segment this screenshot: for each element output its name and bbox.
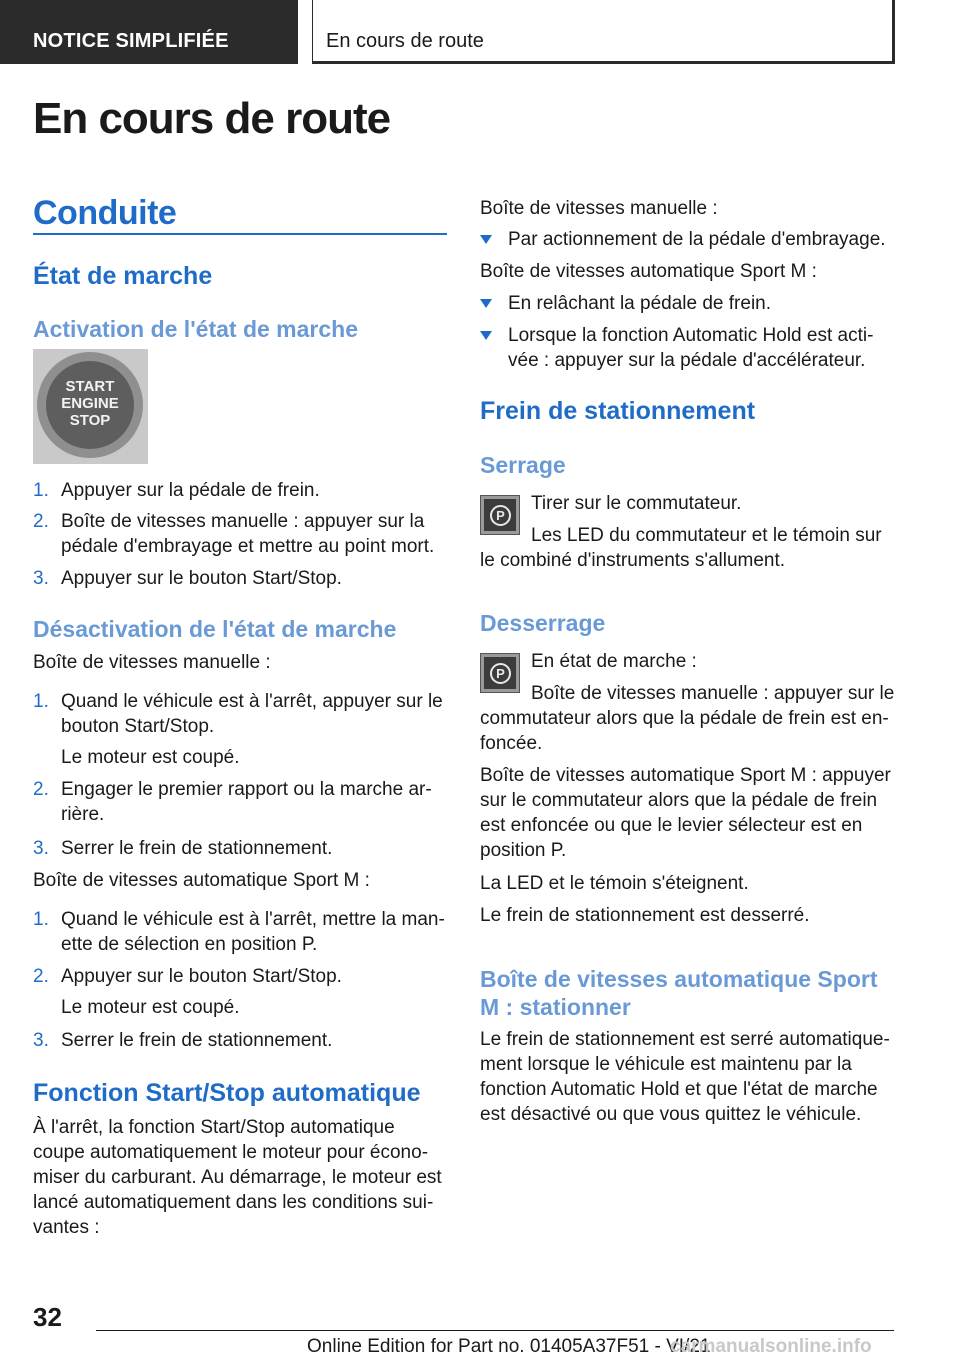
- bullet-triangle-icon: [480, 299, 492, 308]
- bullet-item: Par actionnement de la pédale d'embrayage.: [480, 227, 896, 253]
- footer-edition: Online Edition for Part no. 01405A37F51 - VI/21: [307, 1336, 711, 1357]
- desserrage-line-2: Boîte de vitesses manuelle : appuyer sur le: [531, 683, 895, 704]
- heading-serrage: Serrage: [480, 452, 566, 478]
- page-header: [0, 0, 960, 66]
- activation-steps: 1. Appuyer sur la pédale de frein. 2. Boîte de vitesses manuelle : appuyer sur la pédale d'embrayage et mettre au point mort. 3. Appuyer sur le bouton Start/Stop.: [33, 480, 435, 589]
- start-stop-paragraph: À l'arrêt, la fonction Start/Stop automatique coupe automatiquement le moteur pour écono- miser du carburant. Au démarrage, le moteur est lancé automatiquement dans les conditions sui- vantes :: [33, 1117, 442, 1238]
- page-number: 32: [33, 1302, 62, 1332]
- automatic-deactivation-steps: 1. Quand le véhicule est à l'arrêt, mettre la man- ette de sélection en position P. 2. Appuyer sur le bouton Start/Stop. Le moteur est coupé. 3. Serrer le frein de stationnement.: [33, 909, 445, 1051]
- bullet-triangle-icon: [480, 331, 492, 340]
- desserrage-paragraph-1: commutateur alors que la pédale de frein est en- foncée.: [480, 708, 889, 754]
- parking-brake-icon: P: [480, 495, 520, 535]
- heading-frein-de-stationnement: Frein de stationnement: [480, 397, 756, 425]
- desserrage-line-4: Le frein de stationnement est desserré.: [480, 905, 810, 926]
- heading-start-stop: Fonction Start/Stop automatique: [33, 1079, 421, 1107]
- heading-etat-de-marche: État de marche: [33, 262, 213, 290]
- desserrage-paragraph-2: Boîte de vitesses automatique Sport M : appuyer sur le commutateur alors que la pédale de frein est enfoncée ou que le levier sélecteur est en position P.: [480, 765, 891, 861]
- header-chapter-label: En cours de route: [312, 0, 895, 64]
- bullet-item: Lorsque la fonction Automatic Hold est acti- vée : appuyer sur la pédale d'accélérateur.: [480, 323, 896, 375]
- page-title: En cours de route: [33, 94, 391, 143]
- start-engine-stop-button-image: [33, 349, 148, 464]
- serrage-line-1: Tirer sur le commutateur.: [531, 493, 742, 514]
- start-button-icon: START ENGINE STOP: [46, 361, 134, 449]
- watermark: carmanualsonline.info: [670, 1336, 872, 1357]
- bullet-triangle-icon: [480, 235, 492, 244]
- heading-conduite: Conduite: [33, 194, 177, 232]
- parking-brake-icon: P: [480, 653, 520, 693]
- bullet-item: En relâchant la pédale de frein.: [480, 291, 896, 317]
- footer-rule: [96, 1330, 894, 1331]
- right-manual-gearbox-label: Boîte de vitesses manuelle :: [480, 198, 718, 219]
- heading-desactivation: Désactivation de l'état de marche: [33, 616, 397, 642]
- heading-activation: Activation de l'état de marche: [33, 316, 359, 342]
- heading-rule: [33, 233, 447, 235]
- serrage-line-2: Les LED du commutateur et le témoin sur: [531, 525, 882, 546]
- heading-desserrage: Desserrage: [480, 610, 606, 636]
- serrage-line-3: le combiné d'instruments s'allument.: [480, 550, 786, 571]
- heading-stationner: Boîte de vitesses automatique Sport M : stationner: [480, 966, 878, 1020]
- automatic-gearbox-label: Boîte de vitesses automatique Sport M :: [33, 870, 370, 891]
- right-automatic-gearbox-label: Boîte de vitesses automatique Sport M :: [480, 261, 817, 282]
- stationner-paragraph: Le frein de stationnement est serré automatique- ment lorsque le véhicule est maintenu par la fonction Automatic Hold et que l'état de marche est désactivé ou que vous quittez le véhicule.: [480, 1029, 890, 1125]
- header-section-label: NOTICE SIMPLIFIÉE: [0, 0, 298, 64]
- manual-deactivation-steps: 1. Quand le véhicule est à l'arrêt, appuyer sur le bouton Start/Stop. Le moteur est coupé. 2. Engager le premier rapport ou la marche ar- rière. 3. Serrer le frein de stationnement.: [33, 691, 443, 859]
- desserrage-line-1: En état de marche :: [531, 651, 697, 672]
- manual-gearbox-label: Boîte de vitesses manuelle :: [33, 652, 271, 673]
- desserrage-line-3: La LED et le témoin s'éteignent.: [480, 873, 749, 894]
